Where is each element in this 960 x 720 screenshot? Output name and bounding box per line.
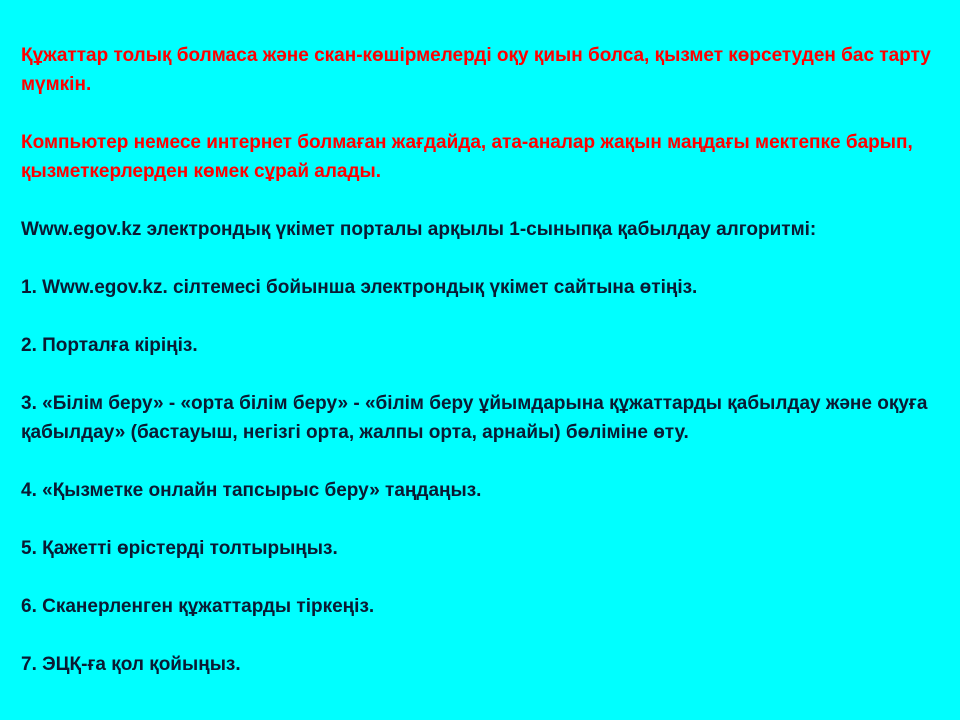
spacer — [21, 563, 940, 592]
step-6: 6. Сканерленген құжаттарды тіркеңіз. — [21, 596, 375, 617]
step-3: 3. «Білім беру» - «орта білім беру» - «білім беру ұйымдарына құжаттарды қабылдау және оқуға қабылдау» (бастауыш, негізгі орта, жалпы орта, арнайы) бөліміне өту. — [21, 393, 928, 443]
spacer — [21, 360, 940, 389]
spacer — [21, 244, 940, 273]
spacer — [21, 302, 940, 331]
spacer — [21, 186, 940, 215]
spacer — [21, 447, 940, 476]
warning-paragraph-2: Компьютер немесе интернет болмаған жағдайда, ата-аналар жақын маңдағы мектепке барып, қызметкерлерден көмек сұрай алады. — [21, 132, 913, 182]
algorithm-heading: Www.egov.kz электрондық үкімет порталы арқылы 1-сыныпқа қабылдау алгоритмі: — [21, 219, 817, 240]
step-2: 2. Порталға кіріңіз. — [21, 335, 198, 356]
step-7: 7. ЭЦҚ-ға қол қойыңыз. — [21, 654, 241, 675]
spacer — [21, 505, 940, 534]
spacer — [21, 99, 940, 128]
step-4: 4. «Қызметке онлайн тапсырыс беру» таңдаңыз. — [21, 480, 482, 501]
warning-paragraph-1: Құжаттар толық болмаса және скан-көшірмелерді оқу қиын болса, қызмет көрсетуден бас тарту мүмкін. — [21, 45, 931, 95]
spacer — [21, 621, 940, 650]
step-1: 1. Www.egov.kz. сілтемесі бойынша электрондық үкімет сайтына өтіңіз. — [21, 277, 698, 298]
step-5: 5. Қажетті өрістерді толтырыңыз. — [21, 538, 338, 559]
